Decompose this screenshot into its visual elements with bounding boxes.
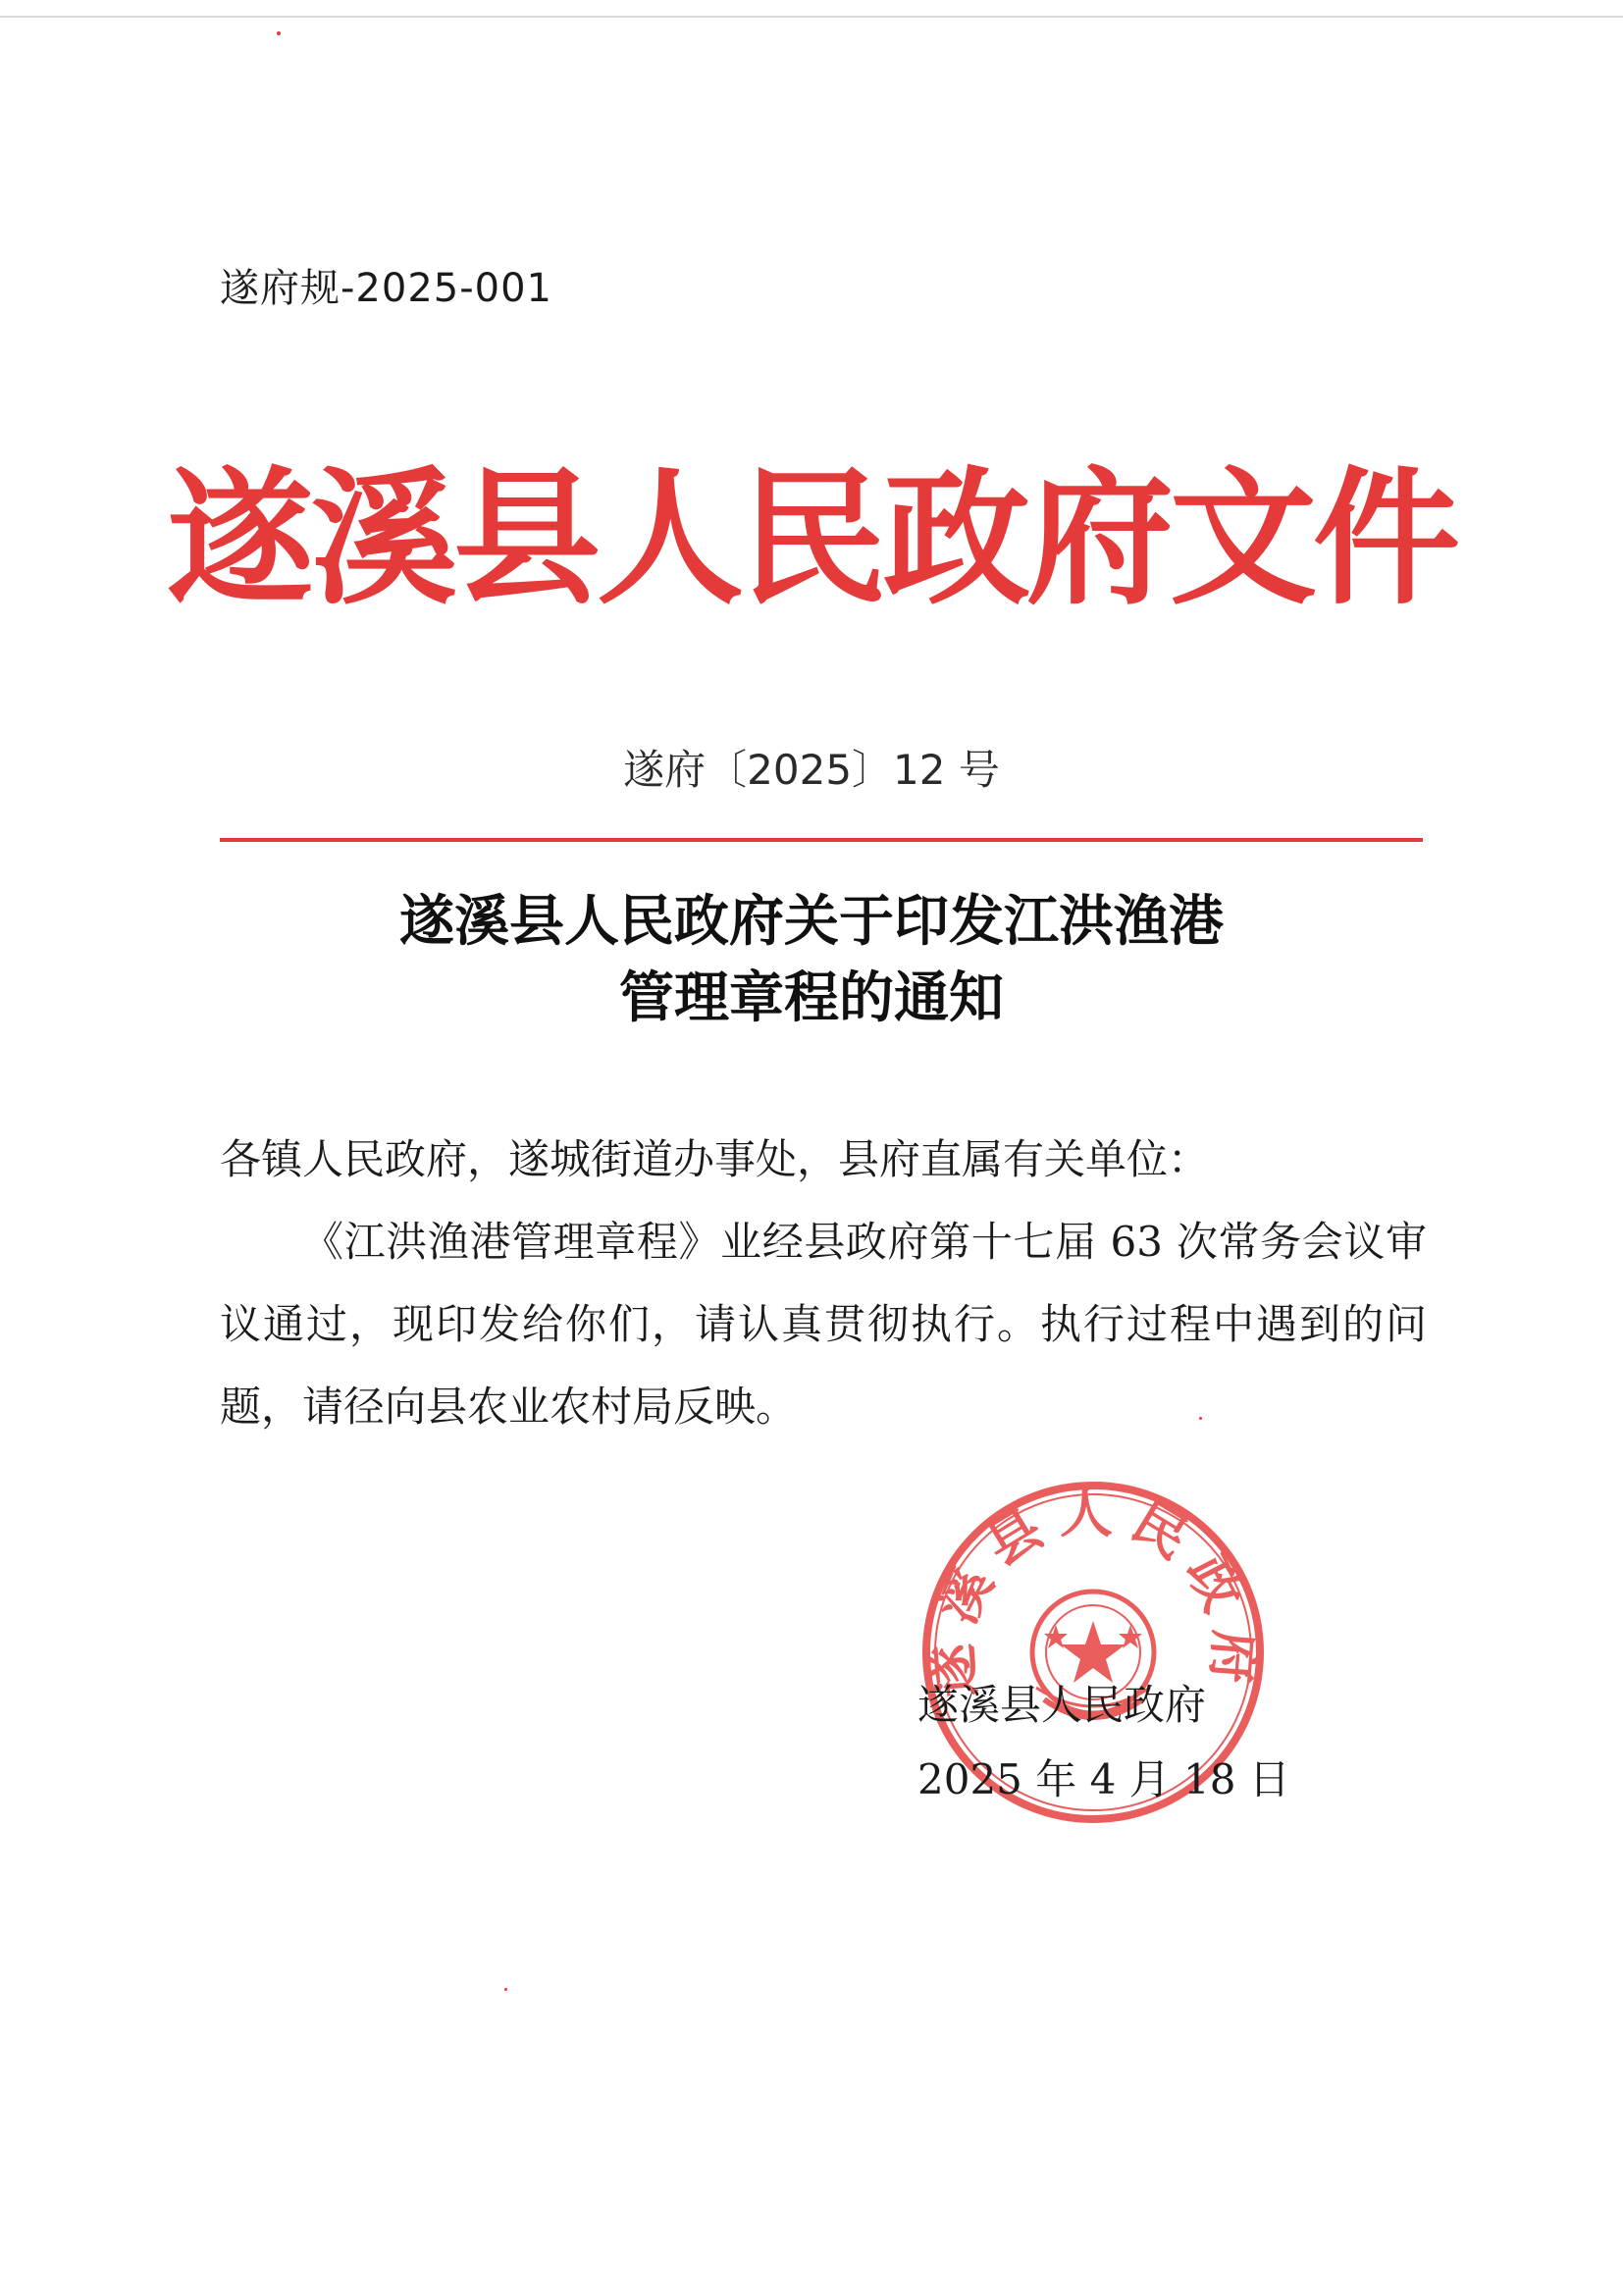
scan-speck: [1199, 1417, 1202, 1420]
signature-block: [917, 1668, 1290, 1817]
red-separator-line: [220, 838, 1423, 842]
scan-speck: [504, 1988, 507, 1991]
document-number: 遂府〔2025〕12 号: [623, 746, 1000, 794]
notice-body: [220, 1119, 1427, 1448]
notice-title-line-2: 管理章程的通知: [619, 965, 1004, 1030]
scan-edge-line: [0, 16, 1623, 18]
issue-date: 2025 年 4 月 18 日: [917, 1755, 1290, 1803]
addressee-line: 各镇人民政府，遂城街道办事处，县府直属有关单位：: [220, 1135, 1210, 1183]
masthead-title: 遂溪县人民政府文件: [166, 454, 1456, 625]
notice-title-line-1: 遂溪县人民政府关于印发江洪渔港: [399, 889, 1224, 954]
regulation-number: 遂府规-2025-001: [220, 266, 553, 311]
notice-title: [0, 883, 1623, 1036]
body-paragraph: 《江洪渔港管理章程》业经县政府第十七届 63 次常务会议审议通过，现印发给你们，请认真贯彻执行。执行过程中遇到的问题，请径向县农业农村局反映。: [220, 1218, 1427, 1431]
seal-ring-text: 遂溪县人民政府: [918, 1481, 1268, 1699]
issuer-name: 遂溪县人民政府: [917, 1681, 1207, 1729]
scan-speck: [277, 31, 281, 35]
